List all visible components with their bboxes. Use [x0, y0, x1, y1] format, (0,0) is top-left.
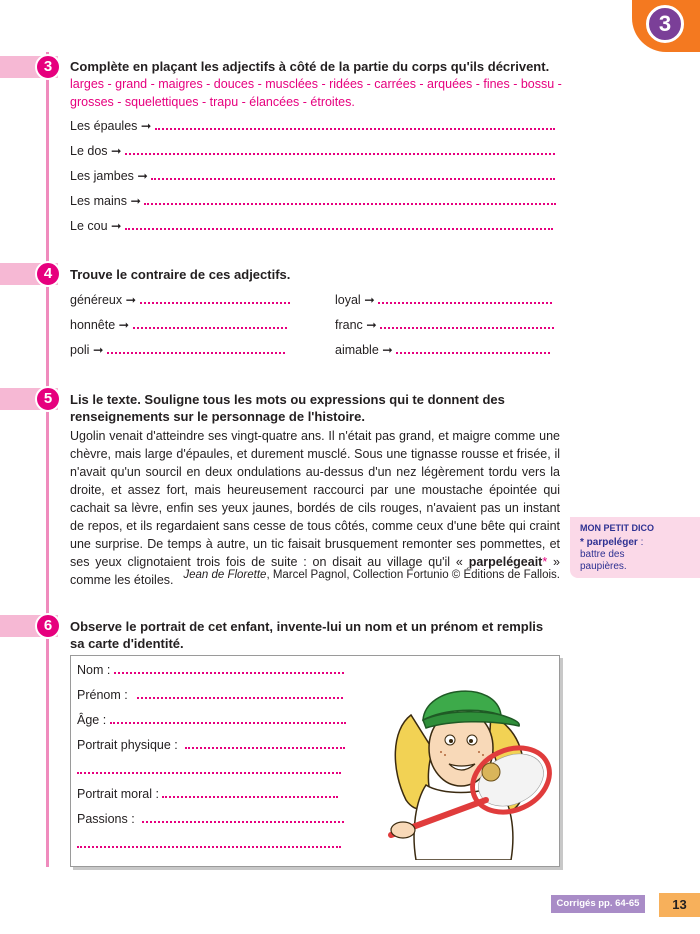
arrow-icon: ➞: [111, 219, 125, 233]
answer-row[interactable]: [70, 218, 553, 234]
arrow-icon: ➞: [366, 318, 381, 332]
answer-line[interactable]: [110, 714, 346, 724]
answer-line[interactable]: [396, 344, 550, 354]
body-part-label: Les mains: [70, 194, 127, 208]
dictionary-box: [570, 517, 700, 578]
answer-line[interactable]: [378, 294, 552, 304]
id-field-label: Portrait moral :: [77, 787, 159, 801]
answer-line[interactable]: [185, 739, 345, 749]
antonym-row[interactable]: [335, 317, 554, 333]
body-part-label: Les épaules: [70, 119, 138, 133]
arrow-icon: ➞: [125, 293, 140, 307]
id-field-label: Nom :: [77, 663, 111, 677]
exercise-6-instruction-2: sa carte d'identité.: [70, 636, 184, 651]
adjective-label: honnête: [70, 318, 116, 332]
answer-line[interactable]: [162, 788, 338, 798]
adjective-label: aimable: [335, 343, 379, 357]
arrow-icon: ➞: [137, 169, 152, 183]
antonym-row[interactable]: [70, 317, 287, 333]
identity-card: [70, 655, 560, 867]
answer-row[interactable]: [70, 143, 555, 159]
body-part-label: Le cou: [70, 219, 108, 233]
id-field-row[interactable]: [77, 662, 344, 678]
source-credit: Jean de Florette, Marcel Pagnol, Collection Fortunio © Éditions de Fallois.: [183, 569, 560, 581]
answer-line[interactable]: [107, 344, 285, 354]
word-bank-line-1: larges - grand - maigres - douces - musclées - ridées - carrées - arquées - fines - bossu -: [70, 77, 562, 91]
answer-line[interactable]: [144, 195, 556, 205]
dictionary-title: MON PETIT DICO: [580, 523, 654, 533]
answer-line[interactable]: [114, 664, 344, 674]
answer-line[interactable]: [77, 764, 341, 774]
arrow-icon: ➞: [364, 293, 379, 307]
exercise-5-instruction-1: Lis le texte. Souligne tous les mots ou expressions qui te donnent des: [70, 392, 505, 407]
id-field-row[interactable]: [77, 836, 341, 852]
answer-row[interactable]: [70, 118, 555, 134]
arrow-icon: ➞: [140, 119, 155, 133]
page-number: 13: [659, 893, 700, 917]
exercise-3-instruction: Complète en plaçant les adjectifs à côté de la partie du corps qu'ils décrivent.: [70, 59, 550, 74]
exercise-4-number: 4: [35, 261, 61, 287]
footnote-marker: *: [542, 555, 548, 569]
id-field-row[interactable]: [77, 811, 344, 827]
exercise-4-instruction: Trouve le contraire de ces adjectifs.: [70, 267, 291, 282]
id-field-row[interactable]: [77, 737, 345, 753]
antonym-row[interactable]: [335, 342, 550, 358]
keyword: parpelégeait: [468, 555, 543, 569]
answer-line[interactable]: [140, 294, 290, 304]
id-field-row[interactable]: [77, 762, 341, 778]
arrow-icon: ➞: [382, 343, 397, 357]
answer-line[interactable]: [142, 813, 344, 823]
chapter-number: 3: [646, 5, 684, 43]
id-field-label: Âge :: [77, 713, 107, 727]
id-field-label: Portrait physique :: [77, 738, 178, 752]
body-part-label: Les jambes: [70, 169, 134, 183]
answers-reference[interactable]: Corrigés pp. 64-65: [551, 895, 645, 913]
arrow-icon: ➞: [111, 144, 125, 158]
id-field-row[interactable]: [77, 687, 343, 703]
exercise-3-number: 3: [35, 54, 61, 80]
answer-line[interactable]: [133, 319, 287, 329]
antonym-row[interactable]: [335, 292, 552, 308]
dictionary-entry: * parpeléger : battre des paupières.: [580, 537, 644, 572]
exercise-5-number: 5: [35, 386, 61, 412]
id-field-label: Prénom :: [77, 688, 128, 702]
adjective-label: franc: [335, 318, 363, 332]
answer-line[interactable]: [151, 170, 555, 180]
adjective-label: loyal: [335, 293, 361, 307]
arrow-icon: ➞: [92, 343, 107, 357]
id-field-row[interactable]: [77, 786, 338, 802]
answer-line[interactable]: [155, 120, 555, 130]
margin-line: [46, 52, 49, 867]
adjective-label: généreux: [70, 293, 123, 307]
exercise-6-instruction-1: Observe le portrait de cet enfant, invente-lui un nom et un prénom et remplis: [70, 619, 544, 634]
id-field-label: Passions :: [77, 812, 135, 826]
answer-row[interactable]: [70, 168, 555, 184]
word-bank-line-2: grosses - squelettiques - trapu - élancées - étroites.: [70, 95, 355, 109]
body-part-label: Le dos: [70, 144, 108, 158]
answer-line[interactable]: [125, 145, 555, 155]
story-text[interactable]: Ugolin venait d'atteindre ses vingt-quatre ans. Il n'était pas grand, et maigre comme une chèvre, mais large d'épaules, et durement musclé. Sous une tignasse rousse et frisée, il n'avait qu'un sourcil en deux ondulations au-dessus d'un nez légèrement tordu vers la droite, et assez fort, mais heureusement raccourci par une moustache épointée qui cachait sa lèvre, enfin ses yeux jaunes, bordés de cils rouges, n'avaient pas un instant de repos, et ils regardaient sans cesse de tous côtés, comme ceux d'une bête qui craint une surprise. De temps à autre, un tic faisait brusquement remonter ses pommettes, et ses yeux clignotaient trois fois de suite : on disait au village qu'il « parpelégeait* » comme les étoiles.: [70, 429, 560, 587]
antonym-row[interactable]: [70, 342, 285, 358]
antonym-row[interactable]: [70, 292, 290, 308]
arrow-icon: ➞: [118, 318, 133, 332]
arrow-icon: ➞: [130, 194, 145, 208]
chapter-tab: [632, 0, 700, 52]
adjective-label: poli: [70, 343, 90, 357]
child-tennis-illustration: [371, 660, 557, 860]
id-field-row[interactable]: [77, 712, 346, 728]
answer-line[interactable]: [380, 319, 554, 329]
answer-row[interactable]: [70, 193, 556, 209]
answer-line[interactable]: [125, 220, 553, 230]
exercise-5-instruction-2: renseignements sur le personnage de l'histoire.: [70, 409, 365, 424]
exercise-6-number: 6: [35, 613, 61, 639]
answer-line[interactable]: [137, 689, 343, 699]
answer-line[interactable]: [77, 838, 341, 848]
